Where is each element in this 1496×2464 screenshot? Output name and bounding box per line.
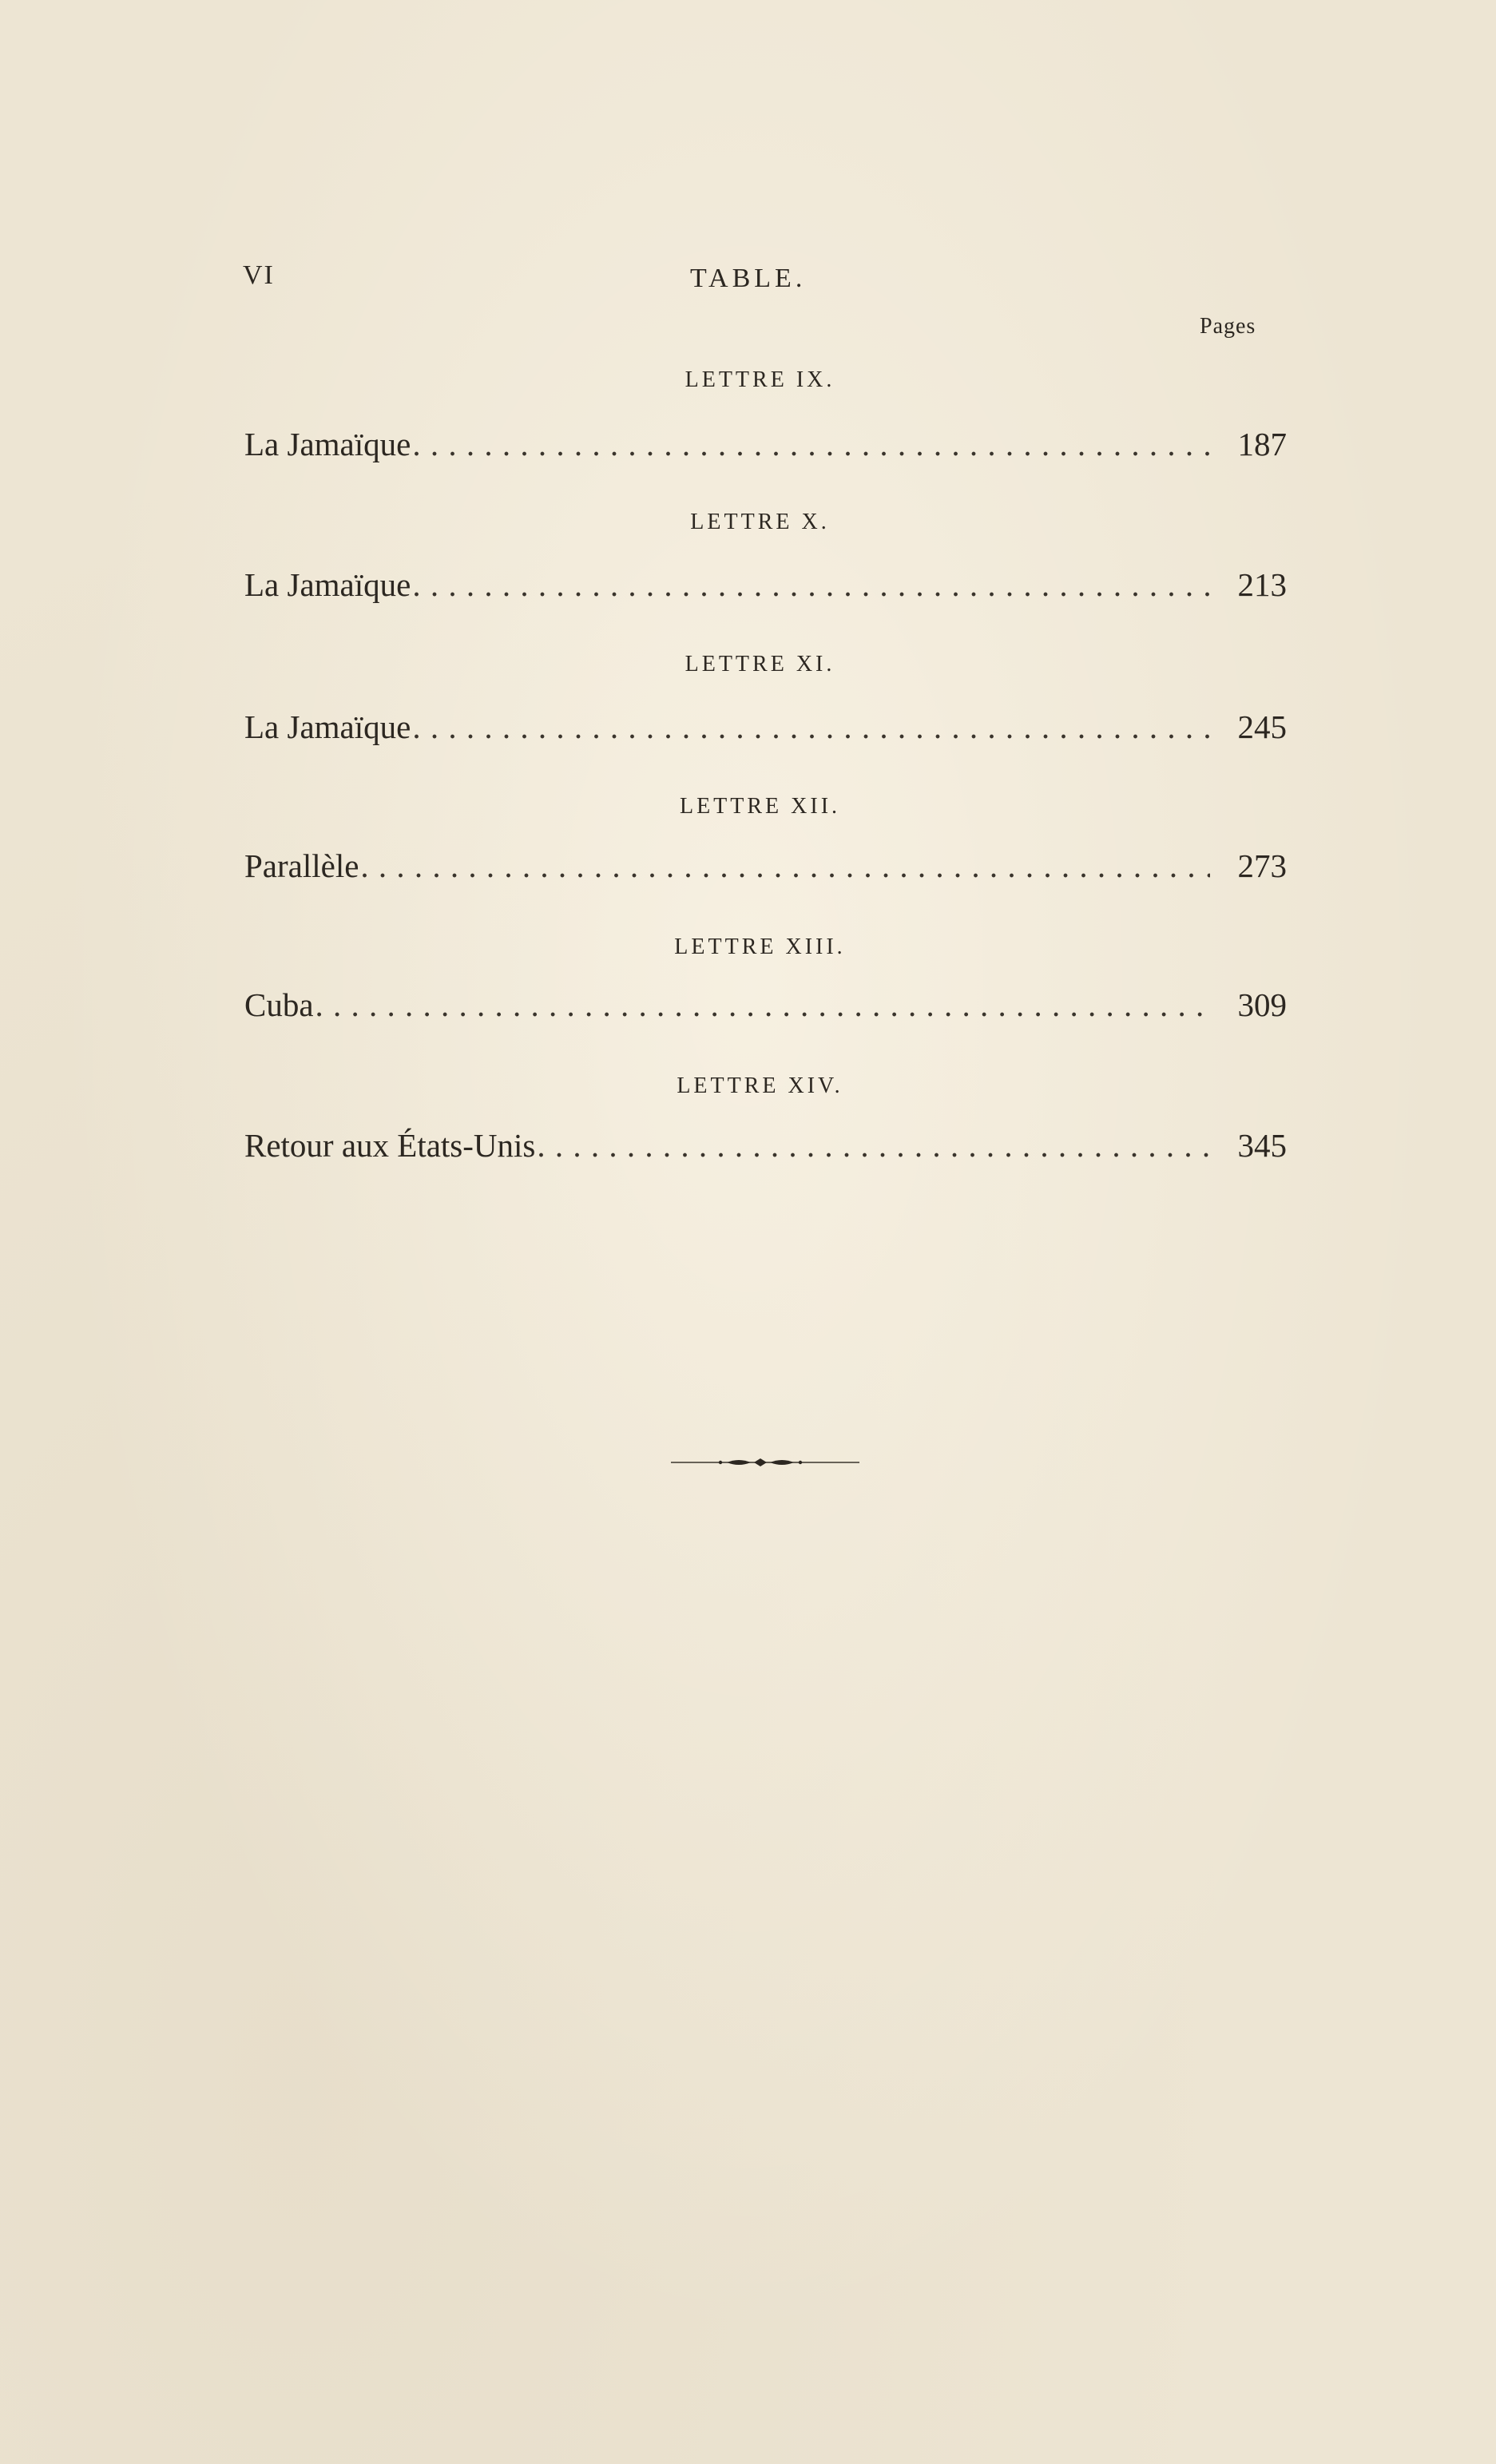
dot-leader: [412, 711, 1210, 744]
entry-title: La Jamaïque: [244, 566, 411, 603]
entry-page-number: 187: [1237, 426, 1287, 462]
entry-page-number: 345: [1237, 1127, 1287, 1164]
toc-entry: [244, 847, 1287, 884]
pages-column-label: Pages: [1200, 314, 1256, 339]
dot-leader: [360, 850, 1210, 883]
letter-heading: LETTRE IX.: [685, 367, 835, 392]
toc-entry: [244, 566, 1287, 603]
letter-heading: LETTRE XII.: [679, 794, 841, 819]
toc-entry: [244, 1129, 1287, 1162]
tailpiece-ornament-icon: [671, 1455, 859, 1470]
entry-title: La Jamaïque: [244, 708, 411, 745]
dot-leader: [412, 428, 1210, 461]
entry-page-number: 273: [1237, 847, 1287, 884]
letter-heading: LETTRE XIII.: [674, 934, 846, 959]
letter-heading: LETTRE XI.: [685, 652, 835, 677]
dot-leader: [537, 1129, 1210, 1162]
entry-title: Retour aux États-Unis: [244, 1127, 536, 1164]
entry-page-number: 213: [1237, 566, 1287, 603]
running-head: TABLE.: [690, 264, 807, 293]
entry-title: La Jamaïque: [244, 426, 411, 462]
folio-number: VI: [243, 260, 275, 290]
letter-heading: LETTRE X.: [690, 510, 830, 534]
toc-entry: [244, 986, 1287, 1023]
entry-title: Cuba: [244, 986, 314, 1023]
entry-page-number: 309: [1237, 986, 1287, 1023]
entry-page-number: 245: [1237, 708, 1287, 745]
entry-title: Parallèle: [244, 847, 359, 884]
dot-leader: [315, 989, 1210, 1022]
toc-entry: [244, 428, 1287, 461]
letter-heading: LETTRE XIV.: [677, 1073, 843, 1098]
toc-entry: [244, 708, 1287, 745]
dot-leader: [412, 569, 1210, 601]
